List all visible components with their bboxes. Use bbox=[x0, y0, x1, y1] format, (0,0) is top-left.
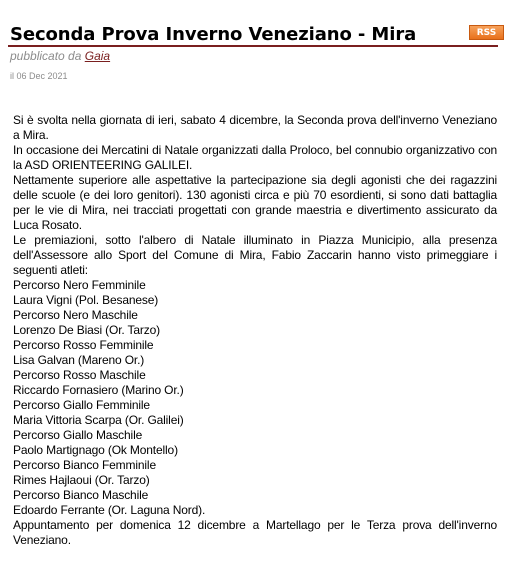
result-category: Percorso Rosso Maschile bbox=[13, 368, 146, 382]
result-category: Percorso Giallo Femminile bbox=[13, 398, 150, 412]
article-paragraph: Nettamente superiore alle aspettative la partecipazione sia degli agonisti che dei ragazzini delle scuole (e dei loro genitori). 130 agonisti circa e più 70 esordienti, si sono dati battaglia per le vie di Mira, nei tracciati progettati con grande maestria e divertimento assicurato da Luca Rosato. bbox=[13, 173, 497, 232]
result-winner: Paolo Martignago (Ok Montello) bbox=[13, 443, 178, 457]
result-category: Percorso Bianco Maschile bbox=[13, 488, 149, 502]
article-body bbox=[13, 113, 497, 548]
result-category: Percorso Nero Maschile bbox=[13, 308, 138, 322]
result-category: Percorso Rosso Femminile bbox=[13, 338, 154, 352]
page-title: Seconda Prova Inverno Veneziano - Mira bbox=[10, 24, 417, 45]
result-winner: Edoardo Ferrante (Or. Laguna Nord). bbox=[13, 503, 206, 517]
result-winner: Laura Vigni (Pol. Besanese) bbox=[13, 293, 159, 307]
result-winner: Lorenzo De Biasi (Or. Tarzo) bbox=[13, 323, 160, 337]
article-paragraph: Si è svolta nella giornata di ieri, sabato 4 dicembre, la Seconda prova dell'inverno Veneziano a Mira. bbox=[13, 113, 497, 142]
rss-button[interactable]: RSS bbox=[469, 25, 504, 40]
publish-date: il 06 Dec 2021 bbox=[10, 71, 68, 81]
article-paragraph: Appuntamento per domenica 12 dicembre a Martellago per le Terza prova dell'inverno Veneziano. bbox=[13, 518, 497, 547]
result-winner: Riccardo Fornasiero (Marino Or.) bbox=[13, 383, 184, 397]
result-winner: Lisa Galvan (Mareno Or.) bbox=[13, 353, 145, 367]
article-paragraph: Le premiazioni, sotto l'albero di Natale illuminato in Piazza Municipio, alla presenza dell'Assessore allo Sport del Comune di Mira, Fabio Zaccarin hanno visto primeggiare i seguenti atleti: bbox=[13, 233, 497, 277]
result-winner: Rimes Hajlaoui (Or. Tarzo) bbox=[13, 473, 150, 487]
title-divider bbox=[8, 45, 498, 47]
result-winner: Maria Vittoria Scarpa (Or. Galilei) bbox=[13, 413, 184, 427]
result-category: Percorso Nero Femminile bbox=[13, 278, 146, 292]
author-link[interactable]: Gaia bbox=[84, 49, 111, 63]
result-category: Percorso Bianco Femminile bbox=[13, 458, 156, 472]
article-paragraph: In occasione dei Mercatini di Natale organizzati dalla Proloco, bel connubio organizzativo con la ASD ORIENTEERING GALILEI. bbox=[13, 143, 497, 172]
byline bbox=[10, 49, 110, 64]
published-by-label: pubblicato da bbox=[10, 49, 82, 63]
result-category: Percorso Giallo Maschile bbox=[13, 428, 143, 442]
